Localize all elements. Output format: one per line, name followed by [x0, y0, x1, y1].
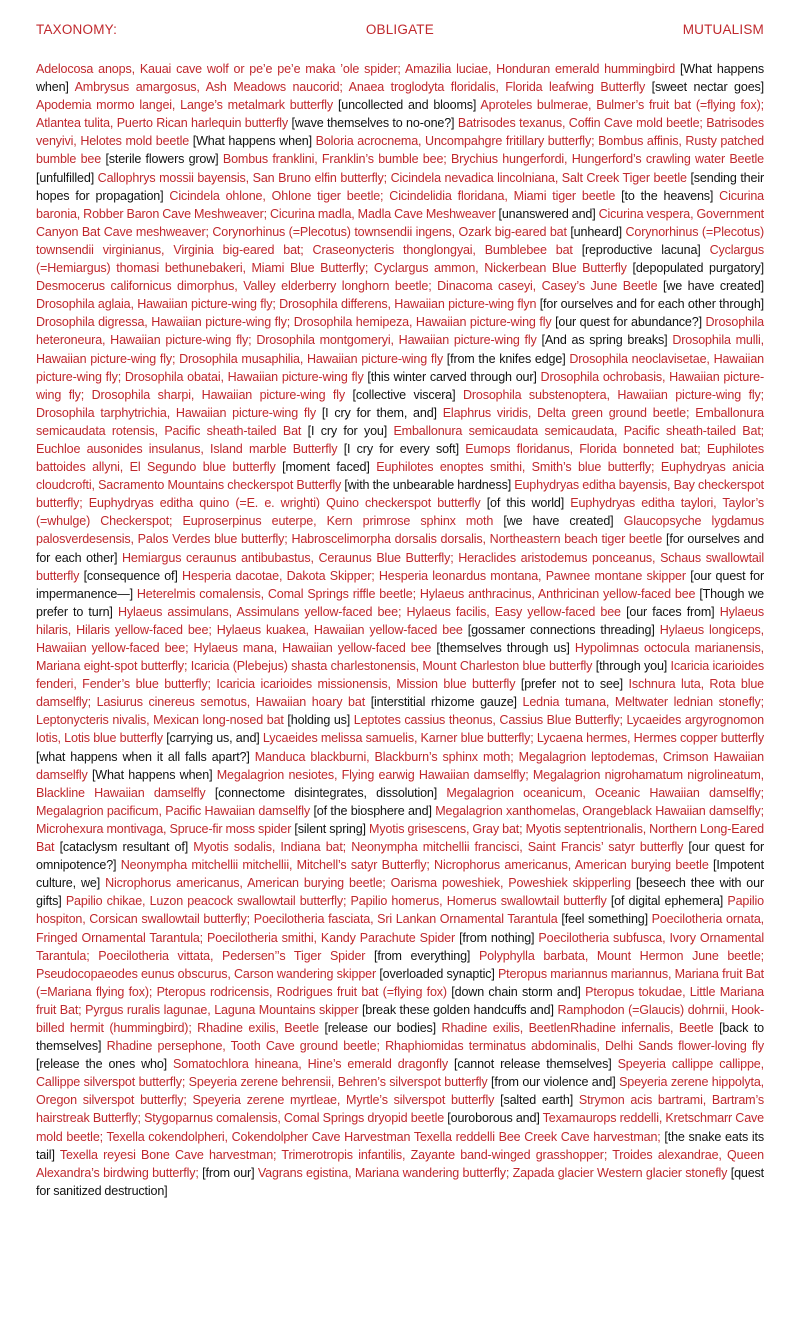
bracketed-phrase: [moment faced] [282, 460, 377, 475]
bracketed-phrase: [to the heavens] [621, 188, 720, 203]
species-list-segment: Strymon acis bartrami, Bartram’s hairstreak Butterfly; Stygoparnus comalensis, Comal Springs dryopid beetle [36, 1093, 764, 1126]
species-list-segment: Rhadine persephone, Tooth Cave ground beetle; Rhaphiomidas terminatus abdominalis, Delhi Sands flower-loving fly [106, 1039, 764, 1054]
species-list-segment: Neonympha mitchellii mitchellii, Mitchell’s satyr Butterfly; Nicrophorus americanus, American burying beetle [120, 858, 714, 873]
bracketed-phrase: [sterile flowers grow] [105, 152, 223, 167]
bracketed-phrase: [for ourselves and for each other through] [539, 297, 764, 312]
bracketed-phrase: [silent spring] [294, 821, 370, 836]
bracketed-phrase: [What happens when] [192, 134, 316, 149]
species-list-segment: Poecilotheria ornata, Fringed Ornamental Tarantula; Poecilotheria smithi, Kandy Parachute Spider [36, 912, 765, 945]
bracketed-phrase: [What happens when] [91, 767, 217, 782]
species-list-segment: Euphydryas editha bayensis, Bay checkerspot butterfly; Euphydryas editha quino (=E. e. wrighti) Quino checkerspot butterfly [36, 478, 764, 511]
bracketed-phrase: [with the unbearable hardness] [344, 478, 515, 493]
bracketed-phrase: [our faces from] [626, 604, 720, 619]
bracketed-phrase: [from the knifes edge] [446, 351, 570, 366]
bracketed-phrase: [feel something] [561, 912, 652, 927]
bracketed-phrase: [what happens when it all falls apart?] [36, 749, 255, 764]
bracketed-phrase: [connectome disintegrates, dissolution] [214, 785, 447, 800]
bracketed-phrase: [overloaded synaptic] [379, 966, 498, 981]
species-list-segment: Drosophila digressa, Hawaiian picture-wing fly; Drosophila hemipeza, Hawaiian picture-wing fly [36, 315, 556, 330]
species-list-segment: Euphilotes enoptes smithi, Smith’s blue butterfly; Euphydryas anicia cloudcrofti, Sacramento Mountains checkerspot Butterfly [36, 460, 764, 493]
bracketed-phrase: [unheard] [570, 224, 626, 239]
species-list-segment: Drosophila heteroneura, Hawaiian picture-wing fly; Drosophila montgomeryi, Hawaiian picture-wing fly [36, 315, 764, 348]
species-list-segment: Hylaeus hilaris, Hilaris yellow-faced bee; Hylaeus kuakea, Hawaiian yellow-faced bee [36, 604, 764, 637]
species-list-segment: Megalagrion nesiotes, Flying earwig Hawaiian damselfly; Megalagrion nigrohamatum nigrolineatum, Blackline Hawaiian damselfly [36, 767, 764, 800]
species-list-segment: Boloria acrocnema, Uncompahgre fritillary butterfly; Bombus affinis, Rusty patched bumble bee [36, 134, 765, 167]
species-list-segment: Hylaeus longiceps, Hawaiian yellow-faced bee; Hylaeus mana, Hawaiian yellow-faced bee [36, 622, 764, 655]
bracketed-phrase: [from our violence and] [491, 1075, 620, 1090]
species-list-segment: Texamaurops reddelli, Kretschmarr Cave mold beetle; Texella cokendolpheri, Cokendolpher Cave Harvestman Texella reddelli Bee Creek Cave harvestman; [36, 1111, 765, 1144]
bracketed-phrase: [of this world] [486, 496, 571, 511]
species-list-segment: Cyclargus (=Hemiargus) thomasi bethunebakeri, Miami Blue Butterfly; Cyclargus ammon, Nickerbean Blue Butterfly [36, 242, 764, 276]
species-list-segment: Megalagrion xanthomelas, Orangeblack Hawaiian damselfly; Microhexura montivaga, Spruce-fir moss spider [36, 803, 765, 836]
bracketed-phrase: [Impotent culture, we] [36, 858, 764, 891]
species-list-segment: Pteropus tokudae, Little Mariana fruit Bat; Pyrgus ruralis lagunae, Laguna Mountains skipper [36, 984, 764, 1017]
species-list-segment: Icaricia icarioides fenderi, Fender’s blue butterfly; Icaricia icarioides missionensis, Mission blue butterfly [36, 659, 765, 692]
bracketed-phrase: [And as spring breaks] [541, 333, 673, 348]
species-list-segment: Batrisodes texanus, Coffin Cave mold beetle; Batrisodes venyivi, Helotes mold beetle [36, 116, 764, 149]
bracketed-phrase: [cannot release themselves] [453, 1057, 618, 1072]
bracketed-phrase: [gossamer connections threading] [467, 622, 660, 637]
bracketed-phrase: [I cry for every soft] [343, 441, 466, 456]
species-list-segment: Vagrans egistina, Mariana wandering butterfly; Zapada glacier Western glacier stonefly [257, 1165, 731, 1180]
species-list-segment: Polyphylla barbata, Mount Hermon June beetle; Pseudocopaeodes eunus obscurus, Carson wandering skipper [36, 948, 764, 981]
bracketed-phrase: [through you] [595, 659, 671, 674]
bracketed-phrase: [ouroborous and] [447, 1111, 543, 1126]
bracketed-phrase: [down chain storm and] [451, 984, 586, 999]
bracketed-phrase: [unanswered and] [498, 206, 599, 221]
bracketed-phrase: [holding us] [287, 713, 354, 728]
bracketed-phrase: [our quest for abundance?] [555, 315, 706, 330]
species-list-segment: Apodemia mormo langei, Lange’s metalmark butterfly [36, 98, 338, 113]
species-list-segment: Hylaeus assimulans, Assimulans yellow-faced bee; Hylaeus facilis, Easy yellow-faced bee [117, 604, 627, 619]
species-list-segment: Heterelmis comalensis, Comal Springs riffle beetle; Hylaeus anthracinus, Anthricinan yellow-faced bee [136, 586, 700, 601]
bracketed-phrase: [quest for sanitized destruction] [36, 1165, 765, 1198]
bracketed-phrase: [collective viscera] [352, 387, 463, 402]
species-list-segment: Drosophila ochrobasis, Hawaiian picture-wing fly; Drosophila sharpi, Hawaiian picture-wing fly [36, 369, 764, 402]
bracketed-phrase: [unfulfilled] [36, 170, 98, 185]
species-list-segment: Texella reyesi Bone Cave harvestman; Trimerotropis infantilis, Zayante band-winged grasshopper; Troides alexandrae, Queen Alexandra’s birdwing butterfly; [36, 1147, 764, 1180]
species-list-segment: Callophrys mossii bayensis, San Bruno elfin butterfly; Cicindela nevadica lincolniana, Salt Creek Tiger beetle [97, 170, 691, 185]
species-list-segment: Papilio chikae, Luzon peacock swallowtail butterfly; Papilio homerus, Homerus swallowtail butterfly [65, 894, 611, 909]
species-list-segment: Ambrysus amargosus, Ash Meadows naucorid; Anaea troglodyta floridalis, Florida leafwing Butterfly [74, 80, 652, 95]
species-list-segment: Aproteles bulmerae, Bulmer’s fruit bat (=flying fox); Atlanteа tulita, Puerto Rican harlequin butterfly [36, 98, 764, 131]
bracketed-phrase: [interstitial rhizome gauze] [370, 695, 523, 710]
bracketed-phrase: [depopulated purgatory] [632, 261, 764, 276]
bracketed-phrase: [I cry for you] [307, 423, 394, 438]
species-list-segment: Lednia tumana, Meltwater lednian stonefly; Leptonycteris nivalis, Mexican long-nosed bat [36, 695, 765, 728]
bracketed-phrase: [from everything] [374, 948, 479, 963]
species-list-segment: Euphydryas editha taylori, Taylor’s (=whulge) Checkerspot; Euproserpinus euterpe, Kern primrose sphinx moth [36, 496, 764, 529]
species-list-segment: Myotis grisescens, Gray bat; Myotis septentrionalis, Northern Long-Eared Bat [36, 821, 764, 855]
bracketed-phrase: [this winter carved through our] [367, 369, 541, 384]
bracketed-phrase: [beseech thee with our gifts] [36, 876, 764, 909]
bracketed-phrase: [cataclysm resultant of] [59, 840, 194, 855]
species-list-segment: Glaucopsyche lygdamus palosverdesensis, Palos Verdes blue butterfly; Habroscelimorpha dorsalis dorsalis, Northeastern beach tiger beetle [36, 514, 764, 547]
species-list-segment: Somatochlora hineana, Hine’s emerald dragonfly [173, 1057, 454, 1072]
bracketed-phrase: [sweet nectar goes] [651, 80, 764, 95]
species-list-segment: Ramphodon (=Glaucis) dohrnii, Hook-billed hermit (hummingbird); Rhadine exilis, Beetle [36, 1002, 765, 1035]
species-list-segment: Elaphrus viridis, Delta green ground beetle; Emballonura semicaudata rotensis, Pacific sheath-tailed Bat [36, 405, 764, 438]
bracketed-phrase: [release the ones who] [36, 1057, 174, 1072]
bracketed-phrase: [sending their hopes for propagation] [36, 170, 764, 203]
bracketed-phrase: [wave themselves to no-one?] [291, 116, 458, 131]
bracketed-phrase: [we have created] [663, 279, 764, 294]
species-list-segment: Drosophila neoclavisetae, Hawaiian picture-wing fly; Drosophila obatai, Hawaiian picture-wing fly [36, 351, 764, 384]
header-taxonomy: TAXONOMY: [36, 22, 118, 37]
species-list-segment: Nicrophorus americanus, American burying beetle; Oarisma poweshiek, Poweshiek skipperling [105, 876, 636, 891]
species-list-segment: Ischnura luta, Rota blue damselfly; Lasiurus cinereus semotus, Hawaiian hoary bat [36, 677, 764, 710]
bracketed-phrase: [our quest for impermanence—] [36, 568, 764, 601]
bracketed-phrase: [consequence of] [83, 568, 183, 583]
species-list-segment: Papilio hospiton, Corsican swallowtail butterfly; Poecilotheria fasciata, Sri Lankan Ornamental Tarantula [36, 894, 764, 927]
bracketed-phrase: [we have created] [503, 514, 624, 529]
species-list-segment: Cicindela ohlone, Ohlone tiger beetle; Cicindelidia floridana, Miami tiger beetle [169, 188, 622, 203]
bracketed-phrase: [carrying us, and] [166, 731, 263, 746]
bracketed-phrase: [reproductive lacuna] [581, 242, 710, 257]
species-list-segment: Rhadine exilis, BeetlenRhadine infernalis, Beetle [441, 1020, 720, 1035]
species-list-segment: Manduca blackburni, Blackburn’s sphinx moth; Megalagrion leptodemas, Crimson Hawaiian damselfly [36, 749, 764, 782]
bracketed-phrase: [from nothing] [459, 930, 539, 945]
bracketed-phrase: [break these golden handcuffs and] [361, 1002, 558, 1017]
species-list-segment: Eumops floridanus, Florida bonneted bat; Euphilotes battoides allyni, El Segundo blue butterfly [36, 441, 764, 475]
species-list-segment: Adelocosa anops, Kauai cave wolf or pe’e pe’e maka ’ole spider; Amazilia luciae, Honduran emerald hummingbird [36, 62, 680, 76]
bracketed-phrase: [release our bodies] [324, 1020, 442, 1035]
species-list-segment: Pteropus mariannus mariannus, Mariana fruit Bat (=Mariana flying fox); Pteropus rodricensis, Rodrigues fruit bat (=flying fox) [36, 966, 764, 999]
species-list-segment: Drosophila aglaia, Hawaiian picture-wing fly; Drosophila differens, Hawaiian picture-wing flyn [36, 297, 540, 312]
species-list-segment: Speyeria zerene hippolyta, Oregon silverspot butterfly; Speyeria zerene myrtleae, Myrtle’s silverspot butterfly [36, 1075, 764, 1108]
bracketed-phrase: [Though we prefer to turn] [36, 586, 765, 619]
species-list-segment: Megalagrion oceanicum, Oceanic Hawaiian damselfly; Megalagrion pacificum, Pacific Hawaiian damselfly [36, 785, 765, 818]
species-list-segment: Hypolimnas octocula marianensis, Mariana eight-spot butterfly; Icaricia (Plebejus) shasta charlestonensis, Mount Charleston blue butterfly [36, 641, 764, 674]
species-list-segment: Corynorhinus (=Plecotus) townsendii virginianus, Virginia big-eared bat; Craseonycteris thonglongyai, Bumblebee bat [36, 224, 764, 257]
species-list-segment: Desmocerus californicus dimorphus, Valley elderberry longhorn beetle; Dinacoma caseyi, Casey’s June Beetle [36, 279, 663, 294]
bracketed-phrase: [I cry for them, and] [321, 405, 443, 420]
bracketed-phrase: [prefer not to see] [520, 677, 629, 692]
bracketed-phrase: [of digital ephemera] [610, 894, 728, 909]
bracketed-phrase: [themselves through us] [436, 641, 575, 655]
bracketed-phrase: [What happens when] [36, 62, 764, 95]
bracketed-phrase: [of the biosphere and] [313, 803, 436, 818]
species-list-segment: Leptotes cassius theonus, Cassius Blue Butterfly; Lycaeides argyrognomon lotis, Lotis blue butterfly [36, 713, 764, 746]
species-list-segment: Emballonura semicaudata semicaudata, Pacific sheath-tailed Bat; Euchloe ausonides insulanus, Island marble Butterfly [36, 423, 764, 456]
species-list-segment: Myotis sodalis, Indiana bat; Neonympha mitchellii francisci, Saint Francis’ satyr butterfly [193, 840, 689, 855]
species-list-segment: Drosophila mulli, Hawaiian picture-wing fly; Drosophila musaphilia, Hawaiian picture-wing fly [36, 333, 764, 366]
species-list-segment: Cicurina vespera, Government Canyon Bat Cave meshweaver; Corynorhinus (=Plecotus) townsendii ingens, Ozark big-eared bat [36, 206, 764, 239]
bracketed-phrase: [the snake eats its tail] [36, 1129, 764, 1162]
bracketed-phrase: [our quest for omnipotence?] [36, 840, 764, 873]
species-list-segment: Bombus franklini, Franklin’s bumble bee; Brychius hungerfordi, Hungerford’s crawling water Beetle [222, 152, 764, 167]
bracketed-phrase: [salted earth] [500, 1093, 579, 1108]
species-list-segment: Speyeria callippe callippe, Callippe silverspot butterfly; Speyeria zerene behrensii, Behren’s silverspot butterfly [36, 1057, 764, 1090]
species-list-segment: Poecilotheria subfusca, Ivory Ornamental Tarantula; Poecilotheria vittata, Pedersen’’s Tiger Spider [36, 930, 764, 963]
bracketed-phrase: [for ourselves and for each other] [36, 532, 765, 565]
species-list-segment: Cicurina baronia, Robber Baron Cave Meshweaver; Cicurina madla, Madla Cave Meshweaver [36, 188, 764, 221]
bracketed-phrase: [from our] [202, 1165, 258, 1180]
species-list-segment: Drosophila substenoptera, Hawaiian picture-wing fly; Drosophila tarphytrichia, Hawaiian picture-wing fly [36, 387, 764, 420]
header-obligate: OBLIGATE [365, 22, 434, 37]
page-header [36, 22, 764, 40]
bracketed-phrase: [uncollected and blooms] [337, 98, 481, 113]
bracketed-phrase: [back to themselves] [36, 1020, 764, 1054]
species-list-segment: Hesperia dacotae, Dakota Skipper; Hesperia leonardus montana, Pawnee montane skipper [182, 568, 691, 583]
species-list-segment: Lycaeides melissa samuelis, Karner blue butterfly; Lycaena hermes, Hermes copper butterfly [262, 731, 764, 746]
header-mutualism: MUTUALISM [682, 22, 764, 37]
poem-body [36, 60, 764, 1200]
species-list-segment: Hemiargus ceraunus antibubastus, Ceraunus Blue Butterfly; Heraclides aristodemus ponceanus, Schaus swallowtail butterfly [36, 550, 765, 583]
